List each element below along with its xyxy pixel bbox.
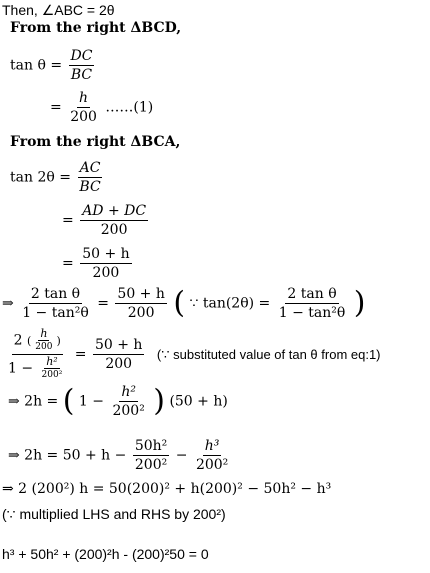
line-tan-theta <box>10 48 96 83</box>
one-minus: 1 − <box>78 393 105 410</box>
equals-sign: = <box>62 212 74 229</box>
fraction-denominator: BC <box>70 67 93 83</box>
minus-sign: − <box>175 447 188 464</box>
fraction-denominator <box>6 355 68 381</box>
fraction-identity <box>277 286 348 321</box>
fraction-numerator: h³ <box>204 438 220 454</box>
fraction-denominator: 200 <box>127 305 155 321</box>
fraction-numerator <box>12 328 63 355</box>
line-substitution <box>4 328 381 381</box>
fraction-denominator: 200 <box>100 222 128 238</box>
fraction-numerator: 50h² <box>134 438 168 454</box>
equals-sign: = <box>97 295 109 312</box>
fraction-double-angle <box>20 286 91 321</box>
fraction-50h-200 <box>93 337 144 372</box>
fraction-denominator: 200² <box>41 370 63 380</box>
fraction-50h-200 <box>115 286 166 321</box>
fraction-numerator: 50 + h <box>82 246 130 262</box>
fraction-h3-200sq <box>194 438 230 473</box>
fraction-compound <box>6 328 68 381</box>
one-minus: 1 − <box>8 360 34 377</box>
factor-50-plus-h: (50 + h) <box>169 393 228 410</box>
fraction-numerator: AD + DC <box>82 203 147 219</box>
fraction-ad-dc-200 <box>80 203 148 238</box>
line-ad-dc <box>62 203 150 238</box>
line-tan-identity <box>2 286 366 321</box>
fraction-h2-200sq <box>110 384 146 419</box>
line-right-bca: From the right ΔBCA, <box>10 134 181 150</box>
inner-fraction-h2-200sq <box>40 356 65 381</box>
line-angle-abc: Then, ∠ABC = 2θ <box>2 2 115 18</box>
fraction-denominator: 200 <box>92 265 120 281</box>
equals-sign: = <box>50 99 62 116</box>
fraction-numerator: DC <box>70 48 93 64</box>
line-multiplied-note: (∵ multiplied LHS and RHS by 200²) <box>2 506 226 522</box>
coefficient-two: 2 <box>13 332 23 349</box>
implies-arrow: ⇒ <box>2 295 14 312</box>
fraction-denominator: 1 − tan²θ <box>278 305 346 321</box>
fraction-denominator: 1 − tan²θ <box>22 305 89 321</box>
lhs-2h: ⇒ 2h = <box>8 393 59 410</box>
fraction-numerator: h <box>79 90 89 106</box>
fraction-numerator: AC <box>79 160 101 176</box>
fraction-denominator: 200 <box>35 342 53 352</box>
fraction-numerator: h <box>40 327 48 340</box>
equals-sign: = <box>62 255 74 272</box>
fraction-denominator: 200² <box>112 403 145 419</box>
line-right-bcd: From the right ΔBCD, <box>10 20 182 36</box>
tan-theta-lhs: tan θ = <box>10 57 63 74</box>
line-cubic-equation: h³ + 50h² + (200)²h - (200)²50 = 0 <box>2 546 209 562</box>
fraction-denominator: BC <box>79 179 101 195</box>
fraction-dc-bc <box>69 48 95 83</box>
fraction-numerator: 2 tan θ <box>30 286 81 302</box>
fraction-denominator: 200² <box>195 457 229 473</box>
right-paren: ) <box>153 383 165 419</box>
line-2h-expanded <box>8 438 232 473</box>
fraction-ac-bc <box>77 160 102 195</box>
because-identity-text: ∵ tan(2θ) = <box>189 295 271 312</box>
fraction-denominator: 200 <box>70 109 97 125</box>
line-equation-1 <box>50 90 153 125</box>
right-paren: ) <box>353 285 366 321</box>
fraction-50h2-200sq <box>133 438 169 473</box>
left-paren: ( <box>62 383 75 419</box>
line-multiplied: ⇒ 2 (200²) h = 50(200)² + h(200)² − 50h² − h³ <box>2 481 332 497</box>
fraction-h-200 <box>68 90 99 125</box>
fraction-denominator: 200 <box>105 356 133 372</box>
line-tan-2theta <box>10 160 105 195</box>
fraction-numerator: 50 + h <box>94 337 143 353</box>
line-50-plus-h <box>62 246 134 281</box>
fraction-denominator: 200² <box>134 457 168 473</box>
inner-paren-right: ) <box>56 334 61 348</box>
inner-fraction-h-200 <box>33 328 54 353</box>
substitution-note: (∵ substituted value of tan θ from eq:1) <box>156 346 381 362</box>
equation-number: ……(1) <box>105 99 154 116</box>
fraction-numerator: h² <box>121 384 136 400</box>
lhs-expanded: ⇒ 2h = 50 + h − <box>8 447 127 464</box>
fraction-numerator: 2 tan θ <box>287 286 337 302</box>
fraction-numerator: h² <box>46 355 58 368</box>
equals-sign: = <box>74 346 87 363</box>
inner-paren-left: ( <box>26 334 32 348</box>
fraction-numerator: 50 + h <box>117 286 165 302</box>
line-2h-factor <box>8 384 228 419</box>
left-paren: ( <box>173 285 186 321</box>
tan-2theta-lhs: tan 2θ = <box>10 169 71 186</box>
fraction-50h-200 <box>80 246 131 281</box>
